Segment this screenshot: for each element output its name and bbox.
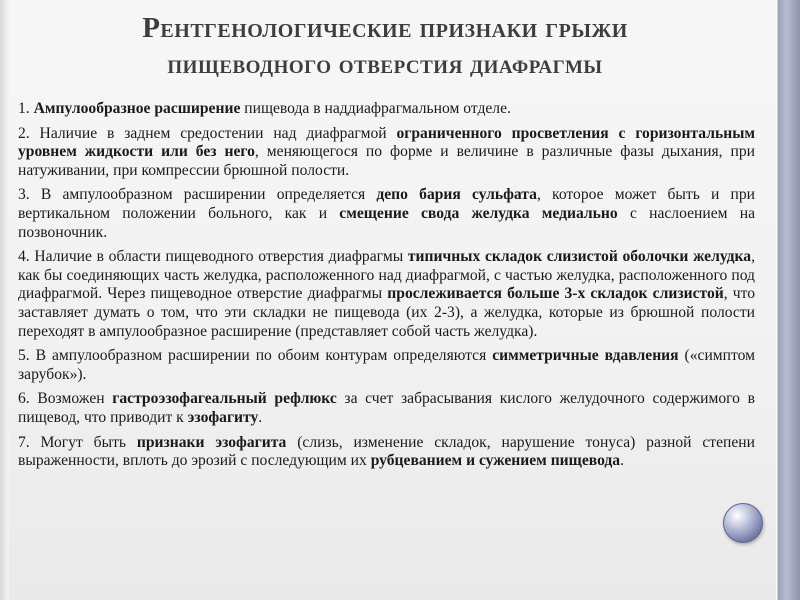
list-item xyxy=(18,248,755,341)
text-segment: . xyxy=(258,408,263,426)
bold-text: депо бария сульфата xyxy=(376,186,537,204)
text-segment: , как бы соединяющих часть желудка, расположенного над диафрагмой, с частью желудка, расположенного под диафрагмой. Через пищеводное отверстие диафрагмы xyxy=(18,248,756,303)
list-item xyxy=(18,186,755,242)
text-segment: (слизь, изменение складок, нарушение тонуса) разной степени выраженности, вплоть до эрозий с последующим их xyxy=(18,433,755,470)
text-segment: 1. xyxy=(18,100,34,117)
list-item xyxy=(18,100,755,119)
text-segment: . xyxy=(620,452,625,470)
text-segment: , что заставляет думать о том, что эти складки не пищевода (их 2-3), а желудка, которые из брюшной полости переходят в ампулообразное расширение (представляет собой часть желудка). xyxy=(18,285,756,340)
title-line-1: Рентгенологические признаки грыжи xyxy=(142,12,628,44)
text-segment: с наслоением на позвоночник. xyxy=(18,204,755,241)
decorative-orb-icon xyxy=(723,503,763,543)
bold-text: гастроэзофагеальный рефлюкс xyxy=(112,390,337,408)
list-item xyxy=(18,390,755,427)
text-segment: 2. Наличие в заднем средостении над диафрагмой xyxy=(18,124,397,142)
text-segment: 4. Наличие в области пищеводного отверстия диафрагмы xyxy=(18,248,408,266)
bold-text: симметричные вдавления xyxy=(492,347,679,365)
list-item xyxy=(18,434,755,471)
list-item xyxy=(18,347,755,384)
text-segment: 5. В ампулообразном расширении по обоим контурам определяются xyxy=(18,347,493,365)
text-segment: 3. В ампулообразном расширении определяется xyxy=(18,186,377,204)
bold-text: рубцеванием и сужением пищевода xyxy=(370,452,621,470)
text-segment: пищевода в наддиафрагмальном отделе. xyxy=(240,100,511,117)
bold-text: типичных складок слизистой оболочки желудка xyxy=(407,248,752,266)
text-segment: за счет забрасывания кислого желудочного содержимого в пищевод, что приводит к xyxy=(18,390,755,426)
text-segment: , меняющегося по форме и величине в различные фазы дыхания, при натуживании, при компрессии брюшной полости. xyxy=(18,143,755,179)
bold-text: эзофагиту xyxy=(187,408,259,426)
bold-text: ограниченного просветления с горизонтальным уровнем жидкости или без него xyxy=(18,124,755,161)
bold-text: смещение свода желудка медиально xyxy=(339,204,618,222)
title-line-2: пищеводного отверстия диафрагмы xyxy=(167,49,603,79)
text-segment: , которое может быть и при вертикальном положении больного, как и xyxy=(18,186,755,222)
bold-text: признаки эзофагита xyxy=(136,433,287,451)
slide-title xyxy=(30,10,740,82)
bold-text: прослеживается больше 3-х складок слизистой xyxy=(387,285,724,303)
slide-body xyxy=(18,100,755,477)
list-item xyxy=(18,125,755,181)
text-segment: 6. Возможен xyxy=(18,390,113,408)
right-frame-bar xyxy=(778,0,800,600)
text-segment: («симптом зарубок»). xyxy=(18,347,755,383)
bold-text: Ампулообразное расширение xyxy=(33,100,241,117)
text-segment: 7. Могут быть xyxy=(18,433,137,451)
